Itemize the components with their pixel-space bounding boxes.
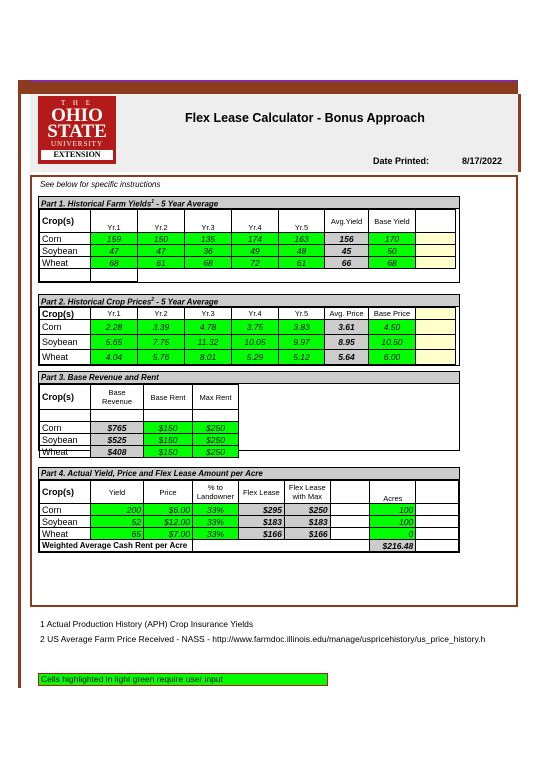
actual-yield-input[interactable]: 65	[90, 528, 143, 540]
price-input[interactable]: 5.29	[232, 350, 279, 365]
header-top-bar	[18, 80, 518, 94]
part4-section	[38, 467, 460, 553]
weighted-average-row	[40, 540, 459, 552]
yield-input[interactable]: 150	[138, 233, 185, 245]
yield-input[interactable]: 68	[185, 257, 232, 269]
base-revenue-value: $525	[91, 434, 144, 446]
price-input[interactable]: 3.39	[138, 320, 185, 335]
max-rent-input[interactable]: $250	[193, 434, 239, 446]
col-header-max-rent: Max Rent	[193, 385, 239, 410]
actual-price-input[interactable]: $7.00	[143, 528, 192, 540]
flex-lease-value: $295	[238, 504, 284, 516]
base-yield-input[interactable]: 68	[369, 257, 416, 269]
actual-price-input[interactable]: $6.00	[143, 504, 192, 516]
pct-landowner-input[interactable]: 33%	[192, 516, 238, 528]
table-row: Corn 200 $6.00 33% $295 $250 100	[40, 504, 459, 516]
pct-landowner-input[interactable]: 33%	[192, 528, 238, 540]
table-row: Wheat $408 $150 $250	[40, 446, 239, 458]
base-rent-input[interactable]: $150	[144, 422, 193, 434]
col-header-price: Price	[143, 481, 192, 504]
col-header-yr4: Yr.4	[232, 210, 279, 233]
part1-section	[38, 196, 460, 283]
flex-lease-max-value: $166	[284, 528, 330, 540]
col-header-flex-lease: Flex Lease	[238, 481, 284, 504]
page-title: Flex Lease Calculator - Bonus Approach	[185, 111, 425, 125]
part1-heading: Part 1. Historical Farm Yields$^1$ - 5 Year Average	[39, 197, 459, 209]
osu-extension-logo: T H E OHIO STATE UNIVERSITY EXTENSION	[38, 96, 116, 164]
acres-input[interactable]: 100	[370, 516, 416, 528]
flex-lease-value: $183	[238, 516, 284, 528]
price-input[interactable]: 9.97	[279, 335, 325, 350]
price-input[interactable]: 8.01	[185, 350, 232, 365]
yield-input[interactable]: 61	[138, 257, 185, 269]
yield-input[interactable]: 61	[279, 257, 325, 269]
base-price-input[interactable]: 4.50	[369, 320, 416, 335]
table-row: Wheat 65 $7.00 33% $166 $166 0	[40, 528, 459, 540]
part3-section	[38, 371, 460, 457]
base-revenue-value: $408	[91, 446, 144, 458]
price-input[interactable]: 11.32	[185, 335, 232, 350]
acres-input[interactable]: 0	[370, 528, 416, 540]
weighted-average-label: Weighted Average Cash Rent per Acre	[40, 540, 193, 552]
avg-yield-value: 45	[325, 245, 369, 257]
col-header-flex-lease-max: Flex Lease with Max	[284, 481, 330, 504]
col-header-yr5: Yr.5	[279, 210, 325, 233]
actual-yield-input[interactable]: 52	[90, 516, 143, 528]
col-header-yr1: Yr.1	[91, 210, 138, 233]
part1-table	[39, 209, 456, 282]
part2-heading: Part 2. Historical Crop Prices$^2$ - 5 Year Average	[39, 295, 459, 307]
base-yield-input[interactable]: 170	[369, 233, 416, 245]
col-header-pct-landowner: % to Landowner	[192, 481, 238, 504]
left-border-bar	[18, 80, 21, 688]
col-header-crop: Crop(s)	[40, 385, 91, 410]
base-yield-input[interactable]: 50	[369, 245, 416, 257]
date-printed-value: 8/17/2022	[462, 156, 503, 166]
part2-table: Crop(s) Yr.1 Yr.2 Yr.3 Yr.4 Yr.5 Avg. Price Base Price Corn 2.28 3.39 4.78 3.75 3.83 3.61 4.50 Soybean 5.65 7.75 11.32 10.05 9.97 8.95 10.50 Wheat 4.04 5.76 8.01 5.29 5.12 5.64 6.00	[39, 307, 456, 365]
col-header-acres: Acres	[370, 481, 416, 504]
table-row: Corn 2.28 3.39 4.78 3.75 3.83 3.61 4.50	[40, 320, 456, 335]
yield-input[interactable]: 48	[279, 245, 325, 257]
yield-input[interactable]: 72	[232, 257, 279, 269]
col-header-base-price: Base Price	[369, 308, 416, 320]
avg-yield-value: 156	[325, 233, 369, 245]
header-accent-line	[30, 80, 518, 82]
max-rent-input[interactable]: $250	[193, 422, 239, 434]
price-input[interactable]: 3.75	[232, 320, 279, 335]
part3-heading: Part 3. Base Revenue and Rent	[39, 372, 459, 384]
part3-table	[39, 384, 239, 458]
table-row: Corn 159 150 135 174 163 156 170	[40, 233, 456, 245]
yield-input[interactable]: 163	[279, 233, 325, 245]
base-price-input[interactable]: 6.00	[369, 350, 416, 365]
col-header-base-yield: Base Yield	[369, 210, 416, 233]
yield-input[interactable]: 47	[138, 245, 185, 257]
max-rent-input[interactable]: $250	[193, 446, 239, 458]
table-row: Soybean 5.65 7.75 11.32 10.05 9.97 8.95 10.50	[40, 335, 456, 350]
flex-lease-max-value: $183	[284, 516, 330, 528]
price-input[interactable]: 4.78	[185, 320, 232, 335]
table-row: Soybean $525 $150 $250	[40, 434, 239, 446]
table-row: Soybean 52 $12.00 33% $183 $183 100	[40, 516, 459, 528]
table-row: Soybean 47 47 36 49 48 45 50	[40, 245, 456, 257]
yield-input[interactable]: 49	[232, 245, 279, 257]
col-header-avg-price: Avg. Price	[325, 308, 369, 320]
base-price-input[interactable]: 10.50	[369, 335, 416, 350]
table-row: Wheat 4.04 5.76 8.01 5.29 5.12 5.64 6.00	[40, 350, 456, 365]
col-header-yr2: Yr.2	[138, 210, 185, 233]
footnote-1: 1 Actual Production History (APH) Crop Insurance Yields	[40, 619, 254, 629]
col-header-base-revenue: Base Revenue	[91, 385, 144, 410]
col-header-crop: Crop(s)	[40, 210, 91, 233]
price-input[interactable]: 10.05	[232, 335, 279, 350]
yield-input[interactable]: 174	[232, 233, 279, 245]
flex-lease-value: $166	[238, 528, 284, 540]
price-input[interactable]: 3.83	[279, 320, 325, 335]
acres-input[interactable]: 100	[370, 504, 416, 516]
base-rent-input[interactable]: $150	[144, 434, 193, 446]
col-header-base-rent: Base Rent	[144, 385, 193, 410]
table-row: Wheat 68 61 68 72 61 66 68	[40, 257, 456, 269]
avg-price-value: 3.61	[325, 320, 369, 335]
avg-price-value: 5.64	[325, 350, 369, 365]
pct-landowner-input[interactable]: 33%	[192, 504, 238, 516]
input-legend-note: Cells highlighted in light green require user input	[38, 673, 328, 686]
price-input[interactable]: 4.04	[91, 350, 138, 365]
col-header-yield: Yield	[90, 481, 143, 504]
actual-yield-input[interactable]: 200	[90, 504, 143, 516]
col-header-yr3: Yr.3	[185, 210, 232, 233]
avg-price-value: 8.95	[325, 335, 369, 350]
actual-price-input[interactable]: $12.00	[143, 516, 192, 528]
yield-input[interactable]: 68	[91, 257, 138, 269]
base-rent-input[interactable]: $150	[144, 446, 193, 458]
part4-heading: Part 4. Actual Yield, Price and Flex Lease Amount per Acre	[39, 468, 459, 480]
price-input[interactable]: 5.65	[91, 335, 138, 350]
table-row: Corn $765 $150 $250	[40, 422, 239, 434]
price-input[interactable]: 2.28	[91, 320, 138, 335]
col-header-avg-yield: Avg.Yield	[325, 210, 369, 233]
footnote-2: 2 US Average Farm Price Received - NASS - http://www.farmdoc.illinois.edu/manage/uspricehistory/us_price_history.h	[40, 634, 486, 644]
yield-input[interactable]: 36	[185, 245, 232, 257]
price-input[interactable]: 5.76	[138, 350, 185, 365]
part2-section	[38, 294, 460, 366]
price-input[interactable]: 5.12	[279, 350, 325, 365]
col-header-crop: Crop(s)	[40, 308, 91, 320]
flex-lease-max-value: $250	[284, 504, 330, 516]
price-input[interactable]: 7.75	[138, 335, 185, 350]
instructions-note: See below for specific instructions	[40, 180, 161, 189]
yield-input[interactable]: 47	[91, 245, 138, 257]
col-header-crop: Crop(s)	[40, 481, 91, 504]
yield-input[interactable]: 135	[185, 233, 232, 245]
avg-yield-value: 66	[325, 257, 369, 269]
date-printed-label: Date Printed:	[373, 156, 430, 166]
base-revenue-value: $765	[91, 422, 144, 434]
yield-input[interactable]: 159	[91, 233, 138, 245]
part4-table	[39, 480, 459, 552]
weighted-average-value: $216.48	[370, 540, 416, 552]
